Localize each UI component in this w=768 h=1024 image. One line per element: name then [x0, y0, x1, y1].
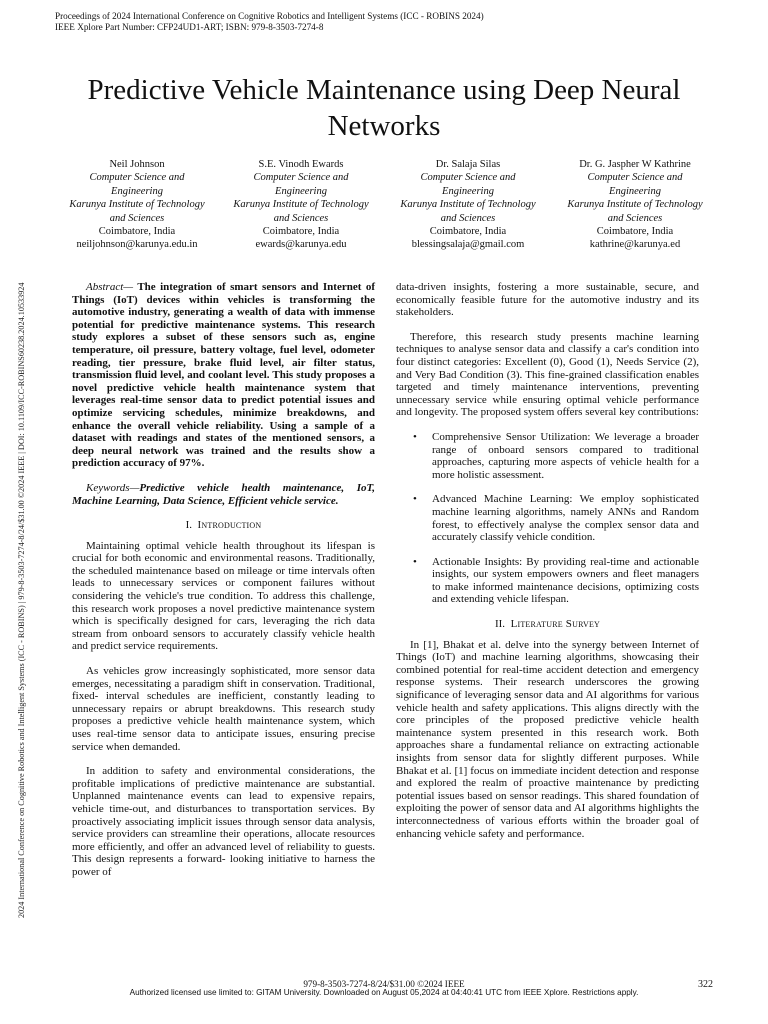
abstract-text: The integration of smart sensors and Internet of Things (IoT) devices within vehicles is transforming the automotive industry, generating a wealth of data with immense potential for predictive maintenance systems. This research study explores a subset of these sensors such as, engine temperature, oil pressure, battery voltage, fuel level, odometer reading, tier pressure, brake fluid level, air filter status, transmission fluid level, and coolant level. This study proposes a novel predictive vehicle health maintenance system that leverages real-time sensor data to predict potential issues and optimize servicing schedules, minimize breakdowns, and enhance the overall vehicle reliability. Using a sample of a dataset with readings and states of the mentioned sensors, a deep neural network was trained and the results show a prediction accuracy of 97%.: [72, 281, 375, 470]
intro-continuation: data-driven insights, fostering a more sustainable, secure, and economically feasible future for the automotive industry and its stakeholders.: [396, 281, 699, 319]
author-3: [388, 158, 548, 252]
author-institution: and Sciences: [607, 212, 663, 224]
list-item: [396, 556, 699, 606]
author-institution: Karunya Institute of Technology: [69, 199, 205, 211]
paper-title: Predictive Vehicle Maintenance using Deep Neural Networks: [87, 74, 681, 142]
author-name: Neil Johnson: [109, 159, 165, 170]
section-number: I.: [185, 519, 193, 532]
author-name: S.E. Vinodh Ewards: [258, 159, 344, 170]
author-name: Dr. G. Jaspher W Kathrine: [579, 159, 691, 170]
bullet-icon: •: [413, 555, 417, 568]
abstract: [72, 281, 375, 470]
author-email: neiljohnson@karunya.edu.in: [76, 239, 198, 251]
author-2: [221, 158, 381, 252]
copyright-footer: 979-8-3503-7274-8/24/$31.00 ©2024 IEEE: [303, 979, 465, 989]
intro-paragraph: In addition to safety and environmental considerations, the profitable implications of predictive maintenance are substantial. Unplanned maintenance events can lead to expensive repairs, vehicle time-out, and disturbances to transportation services. By proactively associating implicit issues through sensor data analysis, service providers can streamline their operations, allocate resources more efficiently, and offer an advanced level of reliability to guests. This design represents a forward- looking initiative to harness the power of: [72, 765, 375, 878]
page-number: 322: [698, 979, 713, 990]
author-dept: Engineering: [609, 185, 661, 197]
author-dept: Computer Science and: [253, 172, 349, 184]
license-notice: Authorized licensed use limited to: GITAM University. Downloaded on August 05,2024 at 04:40:41 UTC from IEEE Xplore. Restrictions apply.: [129, 988, 639, 997]
section-heading-introduction: [72, 519, 375, 532]
author-institution: Karunya Institute of Technology: [567, 199, 703, 211]
author-email: blessingsalaja@gmail.com: [411, 239, 525, 251]
author-institution: Karunya Institute of Technology: [233, 199, 369, 211]
list-item: [396, 431, 699, 481]
section-title: Literature Survey: [510, 618, 601, 631]
literature-paragraph: In [1], Bhakat et al. delve into the synergy between Internet of Things (IoT) and machine learning algorithms, showcasing their combined potential for real-time accident detection and emergency response systems. Their research underscores the growing significance of leveraging sensor data and AI algorithms for various vehicle health and safety applications. This aligns directly with the core principles of the proposed predictive vehicle health maintenance system presented in this research work. Both approaches share a fundamental reliance on extracting actionable insights from sensor data for slightly different purposes. While Bhakat et al. [1] focus on immediate incident detection and response and explored the realm of proactive maintenance by predicting potential issues based on sensor readings. This shared foundation of exploiting the power of sensor data and AI algorithms highlights the interconnectedness of various efforts within the broader goal of enhancing vehicle safety and performance.: [396, 638, 699, 840]
author-institution: and Sciences: [440, 212, 496, 224]
author-dept: Computer Science and: [89, 172, 185, 184]
bullet-icon: •: [413, 493, 417, 506]
author-institution: and Sciences: [273, 212, 329, 224]
author-dept: Computer Science and: [587, 172, 683, 184]
conference-header: Proceedings of 2024 International Conference on Cognitive Robotics and Intelligent Systems (ICC - ROBINS 2024): [55, 11, 484, 21]
author-institution: and Sciences: [109, 212, 165, 224]
author-city: Coimbatore, India: [596, 226, 674, 238]
author-4: [555, 158, 715, 252]
abstract-label: Abstract—: [86, 281, 134, 293]
author-dept: Engineering: [111, 185, 163, 197]
author-name: Dr. Salaja Silas: [435, 159, 501, 170]
author-city: Coimbatore, India: [98, 226, 176, 238]
author-dept: Engineering: [442, 185, 494, 197]
list-item-text: Comprehensive Sensor Utilization: We leverage a broader range of onboard sensors compared to traditional approaches, capturing more aspects of vehicle health for a more holistic assessment.: [432, 430, 699, 481]
intro-paragraph: As vehicles grow increasingly sophisticated, more sensor data emerges, necessitating a paradigm shift in conservation. Traditional, fixed- interval schedules are inefficient, constantly leading to unnecessary repairs or abrupt breakdowns. This research study proposes a predictive vehicle health maintenance system, which uses real-time sensor data to anticipate issues, ensuring precise service when demanded.: [72, 665, 375, 753]
author-1: [57, 158, 217, 252]
keywords: [72, 482, 375, 507]
intro-paragraph: Therefore, this research study presents machine learning techniques to analyse sensor data and classify a car's condition into four distinct categories: Excellent (0), Good (1), Needs Service (2), and Very Bad Condition (3). This fine-grained classification enables targeted and timely maintenance interventions, preventing unnecessary service while ensuring optimal vehicle performance and longevity. The proposed system offers several key contributions:: [396, 330, 699, 419]
right-column: [396, 281, 699, 852]
author-city: Coimbatore, India: [262, 226, 340, 238]
author-email: ewards@karunya.edu: [255, 239, 347, 251]
author-dept: Engineering: [275, 185, 327, 197]
contribution-list: [396, 431, 699, 606]
list-item-text: Actionable Insights: By providing real-time and actionable insights, our system empowers owners and fleet managers to make informed maintenance decisions, optimizing costs and extending vehicle lifespan.: [432, 555, 699, 606]
section-number: II.: [494, 618, 506, 631]
left-column: [72, 281, 375, 891]
bullet-icon: •: [413, 430, 417, 443]
list-item-text: Advanced Machine Learning: We employ sophisticated machine learning algorithms, namely ANNs and Random forest, to effectively analyse the complex sensor data and accurately classify vehicle condition.: [432, 493, 699, 544]
list-item: [396, 493, 699, 543]
author-dept: Computer Science and: [420, 172, 516, 184]
intro-paragraph: Maintaining optimal vehicle health throughout its lifespan is crucial for both economic and environmental reasons. Traditionally, the scheduled maintenance based on mileage or time intervals often leads to unnecessary services or component failures without considering the vehicle's true condition. To address this challenge, this research work proposes a novel predictive maintenance system which is specifically designed for cars, leveraging the rich data stream from onboard sensors to accurately classify vehicle health and predict service requirements.: [72, 539, 375, 653]
side-doi-text: 2024 International Conference on Cognitive Robotics and Intelligent Systems (ICC - ROBINS) | 979-8-3503-7274-8/24/$31.00 ©2024 IEEE | DOI: 10.1109/ICC-ROBINS60238.2024.10533924: [17, 282, 26, 918]
ieee-part-number: IEEE Xplore Part Number: CFP24UD1-ART; ISBN: 979-8-3503-7274-8: [55, 22, 324, 32]
section-title: Introduction: [197, 519, 262, 532]
section-heading-literature-survey: [396, 618, 699, 631]
author-institution: Karunya Institute of Technology: [400, 199, 536, 211]
keywords-text: Predictive vehicle health maintenance, IoT, Machine Learning, Data Science, Efficient vehicle service.: [72, 481, 375, 507]
author-email: kathrine@karunya.ed: [589, 239, 681, 251]
author-city: Coimbatore, India: [429, 226, 507, 238]
keywords-label: Keywords—: [86, 481, 140, 494]
